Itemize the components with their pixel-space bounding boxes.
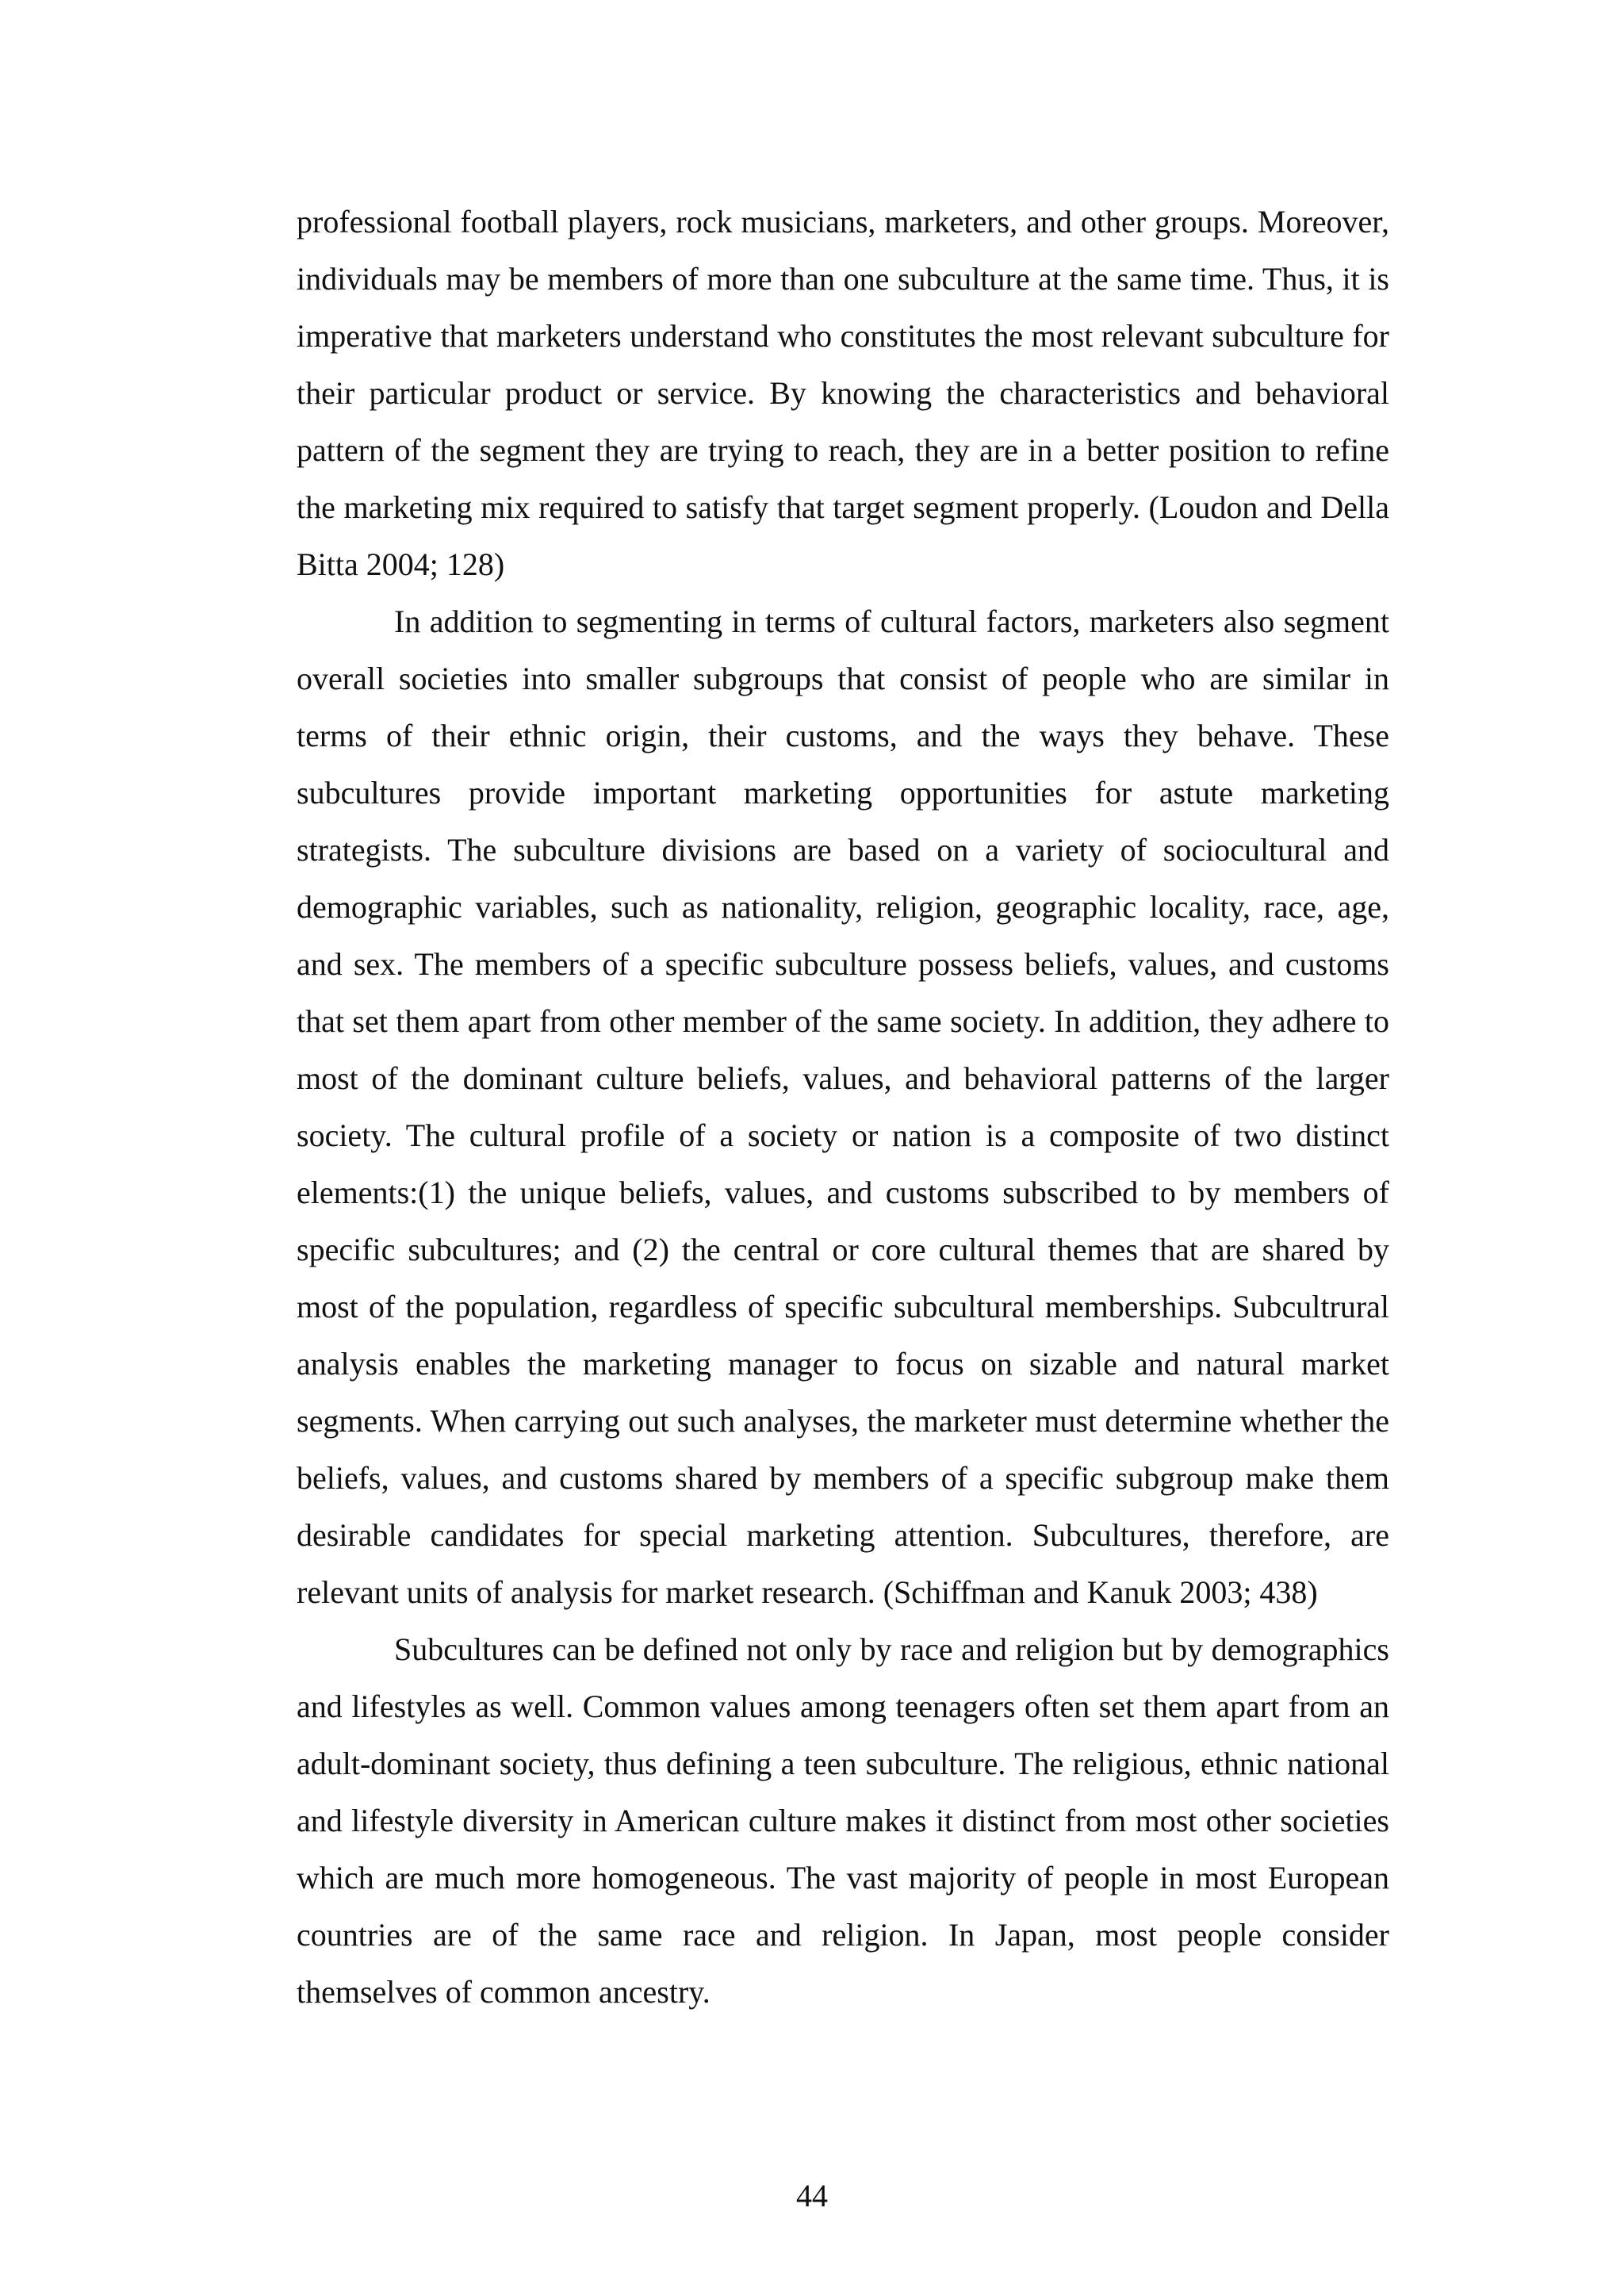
paragraph-subculture-segmentation: In addition to segmenting in terms of cultural factors, marketers also segment overall societies into smaller subgroups that consist of people who are similar in terms of their ethnic origin, their customs, and the ways they behave. These subcultures provide important marketing opportunities for astute marketing strategists. The subculture divisions are based on a variety of sociocultural and demographic variables, such as nationality, religion, geographic locality, race, age, and sex. The members of a specific subculture possess beliefs, values, and customs that set them apart from other member of the same society. In addition, they adhere to most of the dominant culture beliefs, values, and behavioral patterns of the larger society. The cultural profile of a society or nation is a composite of two distinct elements:(1) the unique beliefs, values, and customs subscribed to by members of specific subcultures; and (2) the central or core cultural themes that are shared by most of the population, regardless of specific subcultural memberships. Subcultrural analysis enables the marketing manager to focus on sizable and natural market segments. When carrying out such analyses, the marketer must determine whether the beliefs, values, and customs shared by members of a specific subgroup make them desirable candidates for special marketing attention. Subcultures, therefore, are relevant units of analysis for market research. (Schiffman and Kanuk 2003; 438)	[297, 604, 1389, 1610]
paragraph-subculture-definition: Subcultures can be defined not only by race and religion but by demographics and lifestyles as well. Common values among teenagers often set them apart from an adult-dominant society, thus defining a teen subculture. The religious, ethnic national and lifestyle diversity in American culture makes it distinct from most other societies which are much more homogeneous. The vast majority of people in most European countries are of the same race and religion. In Japan, most people consider themselves of common ancestry.	[297, 1631, 1389, 2010]
paragraph-continuation: professional football players, rock musicians, marketers, and other groups. Moreover, individuals may be members of more than one subculture at the same time. Thus, it is imperative that marketers understand who constitutes the most relevant subculture for their particular product or service. By knowing the characteristics and behavioral pattern of the segment they are trying to reach, they are in a better position to refine the marketing mix required to satisfy that target segment properly. (Loudon and Della Bitta 2004; 128)	[297, 204, 1389, 582]
page-number: 44	[796, 2178, 828, 2214]
body-text	[297, 194, 1389, 2021]
